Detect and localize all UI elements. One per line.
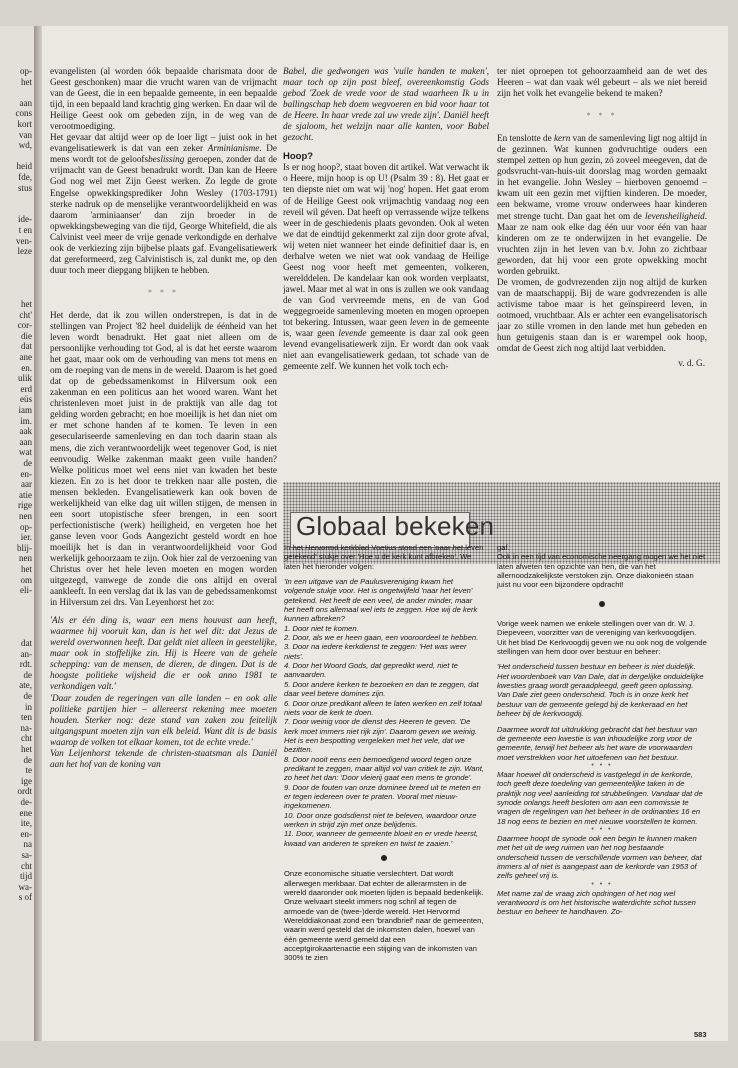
page-fold-shadow (34, 26, 42, 1041)
list-item: 11. Door, wanneer de gemeente bloeit en er vrede heerst, kwaad van anderen te spreken en twist te zaaien.' (284, 829, 479, 848)
text-fragment: ane (19, 352, 32, 363)
text-fragment: ulik (17, 373, 32, 384)
text-fragment: de (23, 457, 32, 468)
paragraph: gaf. (497, 543, 510, 552)
text-fragment: de- (20, 796, 32, 807)
text-fragment: leze (17, 246, 32, 257)
text-fragment: na- (20, 722, 32, 733)
text-fragment: dat (21, 638, 32, 649)
text-fragment: de (23, 754, 32, 765)
quote: Van Leijenhorst tekende de christen-staatsman als Daniël aan het hof van de koning van (50, 747, 277, 769)
text-fragment (2, 627, 32, 638)
text-fragment: s of (18, 892, 32, 903)
text-fragment: aan (19, 97, 32, 108)
text-fragment: en- (20, 468, 32, 479)
text-fragment (2, 278, 32, 289)
numbered-list (284, 624, 484, 848)
section-divider: * * * (586, 111, 618, 121)
quote: Maar hoewel dit onderscheid is vastgelegd in de kerkorde, toch geeft deze toedeling van gemeentelijke taken in de praktijk nog veel aanleiding tot strubbelingen. Vandaar dat de synode onlangs heeft besloten om aan een commissie te vragen de regelingen van het beheer in de ordinanties 16 en 18 nog eens te bezien en met nieuwe voorstellen te komen. (497, 769, 703, 826)
quote: 'Het onderscheid tussen bestuur en beheer is niet duidelijk. Het woordenboek van Van Dale, dat in dergelijke onduidelijke kwesties graag wordt geraadpleegd, geeft geen oplossing. Van Dale ziet geen onderscheid. Toch is in onze kerk het bestuur van de gemeente gelegd bij de kerkeraad en het beheer bij de kerkvoogdij. (497, 662, 704, 719)
text-fragment: rdt. (19, 659, 32, 670)
list-item: 10. Door onze godsdienst niet te beleven, waardoor onze werken in strijd zijn met onze belijdenis. (284, 810, 477, 829)
text-fragment (2, 596, 32, 607)
paragraph: Is er nog hoop?, staat boven dit artikel. Wat verwacht ik o Heere, mijn hoop is op U! (Psalm 39 : 8). Het gaat er ten diepste niet om wat wij 'nog' hopen. Het gaat erom of de Heilige Geest ook vrijmachtig vandaag nog een reveil wil géven. Dat heeft op verrassende wijze telkens weer in de geschiedenis plaats gevonden. Ook al weten we dat de eindtijd gekenmerkt zal zijn door grote afval, wij weten niet wanneer het einde definitief daar is, en derhalve weten we niet wat ook vandaag de Heilige Geest nog voor heeft met gemeenten, volkeren, werelddelen. De kandelaar kan ook worden verplaatst, jawel. Maar met al wat in ons is zullen we ook vandaag de van God vervreemde mens, en de van God weggegroeide samenleving moeten en mogen oproepen tot bekering. Intussen, waar geen leven in de gemeente is, waar geen levende gemeente is daar zal ook geen levend evangelisatiewerk zijn. Er wordt dan ook vaak niet aan evangelisatiewerk gedaan, tot schade van de gemeente zelf. We kunnen het volk toch ech- (283, 162, 489, 372)
text-fragment: ten (21, 712, 32, 723)
text-fragment: atie (19, 489, 32, 500)
section-title-globaal-bekeken: Globaal bekeken (296, 511, 495, 541)
text-fragment: erd (20, 383, 32, 394)
text-fragment: ven- (16, 235, 32, 246)
column-3 (497, 66, 707, 476)
text-fragment: heid (16, 161, 32, 172)
list-item: 1. Door niet te komen. (284, 623, 359, 633)
text-fragment (2, 257, 32, 268)
author-signature: v. d. G. (678, 358, 705, 369)
text-fragment (2, 267, 32, 278)
bullet-separator (497, 600, 707, 609)
text-fragment: het (21, 744, 32, 754)
page-number: 583 (694, 1030, 707, 1039)
text-fragment: cons (15, 108, 32, 119)
text-fragment (2, 606, 32, 617)
text-fragment: en- (20, 828, 32, 839)
text-fragment: het (21, 563, 32, 574)
quote: Daarmee wordt tot uitdrukking gebracht dat het bestuur van de gemeente een kwestie is van inhoudelijke zorg voor de gemeente, terwijl het beheer als het ware de voorwaarden moet verstrekken voor het uitoefenen van het bestuur. (497, 724, 698, 762)
text-fragment: van (19, 129, 32, 140)
divider: • • • (591, 761, 613, 769)
text-fragment: ide- (18, 214, 32, 225)
text-fragment: na (23, 839, 32, 850)
list-item: 2. Door, als we er heen gaan, een vooroordeel te hebben. (284, 633, 479, 643)
paragraph: Ook in een tijd van economische neergang mogen we het niet laten afweten ten opzichte van hen, die van het allernoodzakelijkste verstoken zijn. Onze diakonieën staan juist nu voor een bijzondere opdracht! (497, 552, 706, 590)
text-fragment: im. (20, 415, 32, 426)
text-fragment: ate, (19, 680, 32, 691)
previous-page-edge (0, 26, 35, 1041)
list-item: 6. Door onze predikant alleen te laten werken en zelf totaal niets voor de kerk te doen. (284, 698, 482, 717)
text-fragment: cor- (17, 320, 32, 331)
text-fragment: wd, (18, 140, 32, 151)
paragraph: ter niet oproepen tot gehoorzaamheid aan de wet des Heeren – wat dan vaak wél gebeurt – als we niet bereid zijn het volk het evangelie bekend te maken? (497, 66, 707, 99)
text-fragment: ige (21, 775, 32, 786)
text-fragment: te (25, 765, 32, 776)
text-fragment: ier. (20, 532, 32, 543)
text-fragment: stus (17, 182, 32, 193)
text-fragment: an- (20, 648, 32, 659)
paragraph: In het Hervormd kerkblad Voetius stond een 'naar het leven getekend' stukje over 'Hoe u de kerk kunt afbreken'. We laten het hieronder volgen: (284, 543, 484, 571)
text-fragment: kort (17, 118, 32, 129)
text-fragment: eli- (20, 585, 32, 596)
text-fragment: in (24, 701, 32, 712)
paragraph: Onze economische situatie verslechtert. Dat wordt allerwegen merkbaar. Dat echter de allerarmsten in de wereld daaronder ook moeten lijden is bepaald bedenkelijk. Onze welvaart steekt immers nog schril af tegen de armoede van de (twee-)derde wereld. Het Hervormd Werelddiakonaat zond een 'brandbrief' naar de gemeenten, waarin werd gesteld dat de inkomsten dalen, hoewel van één gemeente werd gemeld dat een acceptgirokaartenactie een stijging van de inkomsten van 300% te zien (284, 869, 484, 963)
text-fragment: en. (21, 362, 32, 373)
text-fragment: dat (21, 341, 32, 352)
text-fragment: ite, (20, 818, 32, 829)
text-fragment: rige (18, 500, 32, 511)
section-heading-hoop: Hoop? (283, 151, 314, 163)
text-fragment: cht (21, 733, 32, 744)
quote: 'In een uitgave van de Paulusvereniging kwam het volgende stukje voor. Het is ongetwijfeld 'naar het leven' getekend. Het heeft de een veel, de ander minder, maar het heeft ons allemaal wel iets te zeggen. Hoe wij de kerk kunnen afbreken? (284, 577, 478, 624)
text-fragment: aak (19, 426, 32, 437)
paragraph: evangelisten (al worden óók bepaalde charismata door de Geest geschonken) maar die vrucht waren van de vrijmacht van de Geest, die in een bepaalde gemeente, in een bepaalde tijd, in een bepaald land krachtig ging werken. En daar wil de Heilige Geest ook om gebeden zijn, in de weg van de verootmoediging. (50, 66, 277, 132)
quote: Met name zal de vraag zich opdringen of het nog wel verantwoord is om het historische waterdichte schot tussen bestuur en beheer te handhaven. Zo- (497, 888, 696, 917)
text-fragment: cht' (19, 309, 32, 320)
text-fragment: eüs (20, 394, 32, 405)
column-1 (50, 66, 277, 1041)
bullet-separator (284, 854, 484, 863)
text-fragment (2, 617, 32, 628)
list-item: 5. Door andere kerken te bezoeken en dan te zeggen, dat daar veel betere domines zijn. (284, 679, 479, 699)
text-fragment: fde, (18, 171, 32, 182)
paragraph: Vorige week namen we enkele stellingen over van dr. W. J. Diepeveen, voorzitter van de vereniging van kerkvoogdijen. Uit het blad De Kerkvoogdij geven we nu ook nog de volgende stellingen van hem door over bestuur en beheer: (497, 619, 707, 657)
text-fragment: tijd (19, 871, 32, 882)
paragraph: En tenslotte de kern van de samenleving ligt nog altijd in de gezinnen. Wat kunnen godvruchtige ouders een stempel zetten op hun gezin, zó zoveel meegeven, dat de godsvrucht-van-huis-uit doorslag mag worden gemaakt in het evangelie. John Wesley – hierboven genoemd – kwam uit een gezin met vijftien kinderen. De moeder, een bekwame, vrome vrouw onderwees haar kinderen met strenge tucht. Dan gaat het om de levensheiligheid. Maar ze nam ook elke dag één uur voor één van haar kinderen om ze te onderwijzen in het evangelie. De vruchten zijn in het leven van b.v. John zo zichtbaar geworden, dat hij voor een grote opwekking mocht worden gebruikt. (497, 133, 707, 276)
divider: • • • (591, 880, 613, 888)
column-2 (283, 66, 489, 476)
quote: Daarmee hoopt de synode ook een begin te kunnen maken met het uit de weg ruimen van het nog bestaande onderscheid tussen de verschillende vormen van beheer, dat immers al of niet is aangepast aan de kerkorde van 1953 of zelfs geheel vrij is. (497, 833, 702, 881)
text-fragment: het (21, 76, 32, 87)
magazine-page (0, 26, 728, 1041)
quote: 'Daar zouden de regeringen van alle landen – en ook alle politieke partijen hier – allereerst rekening mee moeten houden. Sterker nog: deze stand van zaken zou feitelijk uitgangspunt moeten zijn van elk beleid. Want dit is de basis waarop de volken tot elkaar komen, tot de echte vrede.' (50, 692, 277, 747)
globaal-column-right (497, 543, 707, 1033)
list-item: 7. Door weinig voor de dienst des Heeren te geven. 'De kerk moet immers niet rijk zijn'. Daarom geven we weinig. Het is een bespotting vergeleken met het vele, dat we bezitten. (284, 717, 478, 755)
text-fragment: de (23, 669, 32, 680)
list-item: 9. Door de fouten van onze dominee breed uit te meten en er tegen iedereen over te praten. Vooral met nieuw-ingekomenen. (284, 782, 481, 811)
text-fragment (2, 204, 32, 215)
text-fragment: ordt (17, 786, 32, 797)
text-fragment: de (23, 691, 32, 702)
text-fragment: iam (18, 405, 32, 415)
text-fragment (2, 151, 32, 162)
text-fragment: blij- (17, 542, 32, 553)
text-fragment: op- (20, 66, 32, 76)
previous-page-text-fragments (2, 66, 32, 1036)
text-fragment: nen (19, 510, 32, 521)
list-item: 8. Door nooit eens een bemoedigend woord tegen onze predikant te zeggen, maar altijd vol van critiek te zijn. Want, zo heet het dan: 'Door vleierij gaat een mens te gronde'. (284, 754, 484, 783)
text-fragment: t en (18, 224, 32, 235)
text-fragment: om (20, 574, 32, 585)
text-fragment: die (21, 330, 32, 341)
section-divider: * * * (148, 287, 179, 297)
paragraph: De vromen, de godvrezenden zijn nog altijd de kurken van de maatschappij. Bij de ware godvrezenden is alle activisme taboe maar is het geïnspireerd leven, in ootmoed, vruchtbaar. Als er achter een evangelisatorisch jaar zo stille vromen in den lande met hun gebeden en hun getuigenis staan dan is er warempel ook hoop, omdat de Geest zich nog altijd laat verbidden. (497, 276, 707, 354)
list-item: 4. Door het Woord Gods, dat gepredikt werd, niet te aanvaarden. (284, 661, 458, 680)
globaal-column-left (284, 543, 484, 1033)
text-fragment (2, 87, 32, 98)
paragraph: Het gevaar dat altijd weer op de loer ligt – juist ook in het evangelisatiewerk is dat van een zeker Arminianisme. De mens wordt tot de geloofsbeslissing geroepen, zonder dat de vrijmacht van de Geest benadrukt wordt. Dan kan de Heere God nog wel met Zijn Geest werken. Zo legde de grote Engelse opwekkingsprediker John Wesley (1703-1791) sterke nadruk op de menselijke verantwoordelijkheid en was daarom 'arminiaanser' dan zijn broeder in de opwekkingsbeweging van die tijd, George Whitefield, die als Calvinist veel meer de vrije genade verkondigde en derhalve ook de verkiezing zijn bijbelse plaats gaf. Evangelisatiewerk dat gereformeerd, zeg Calvinistisch is, zal dunkt me, op den duur toch meer diepgang blijken te hebben. (50, 132, 277, 275)
text-fragment: wat (19, 447, 32, 458)
quote: 'Als er één ding is, waar een mens houvast aan heeft, waarmee hij vooruit kan, dan is het wel dit: dat Jezus de wereld overwonnen heeft. Dat geldt niet alleen in geestelijke, maar ook in stoffelijke zin. Hij is Heere van de gehele schepping: van de mensen, de dieren, de dingen. Dat is de hoogste politieke wijsheid die er ook anno 1981 te verkondigen valt.' (50, 615, 277, 692)
text-fragment (2, 193, 32, 204)
text-fragment: cht (21, 860, 32, 871)
text-fragment: ene (19, 807, 32, 818)
text-fragment: sa- (21, 849, 32, 860)
text-fragment: aar (21, 479, 32, 490)
list-item: 3. Door na iedere kerkdienst te zeggen: 'Het was weer niets'. (284, 642, 467, 661)
paragraph: Het derde, dat ik zou willen onderstrepen, is dat in de stellingen van Project '82 heel duidelijk de éénheid van het leven wordt benadrukt. Het gaat niet alleen om de persoonlijke verhouding tot God, al is dat het eerste waarom het gaat, maar ook om de verhouding van mens tot mens en om de roeping van de mens in de wereld. Daarom is het goed dat op de gebedssamenkomst in Hilversum ook een zakenman en een politicus aan het woord waren. Want het christenleven moet juist in de praktijk van alle dag tot gelding worden gebracht; en hoe moeilijk is het dan niet om er met schone handen af te komen. Te leven in een geseculariseerde samenleving en dan toch daarin staan als mens, die zich verantwoordelijk weet tegenover God, is niet eenvoudig. Welke zakenman maakt geen vuile handen? Welke politicus moet wel eens niet van kwaden het beste kiezen. En zo is het door te trekken naar alle posten, die mensen bekleden. Evangelisatiewerk kan ook boven de werkelijkheid van elke dag uit willen stijgen, de mensen in een soort utopistische sfeer brengen, in een soort perfectionistische (werk) heiligheid, en vergeten hoe het ganse leven voor Gods Aangezicht gesteld wordt en hoe moeilijk het is dan in verantwoordelijkheid voor God werkelijk gehoorzaam te zijn. Ook hier zal de verzoening van Christus over het hele leven moeten en mogen worden uitgezegd, vanwege de zonde die ons altijd en overal aankleeft. In een verslag dat ik las van de gebedssamenkomst in Hilversum zei drs. Van Leyenhorst het zo: (50, 309, 277, 608)
text-fragment: het (21, 299, 32, 310)
divider: • • • (591, 825, 613, 833)
text-fragment: wa- (18, 881, 32, 892)
text-fragment: aan (19, 436, 32, 447)
text-fragment (2, 288, 32, 299)
text-fragment: op- (20, 521, 32, 532)
text-fragment: nen (19, 553, 32, 564)
quote: Babel, die gedwongen was 'vuile handen te maken', maar toch op zijn post bleef, overeenkomstig Gods gebod 'Zoek de vrede voor de stad waarheen Ik u in ballingschap heb doem wegvoeren en bid voor haar tot de Heere. In haar vrede zal uw vrede zijn'. Daniël heeft de sjaloom, het welzijn naar alle kanten, voor Babel gezocht. (283, 66, 489, 143)
